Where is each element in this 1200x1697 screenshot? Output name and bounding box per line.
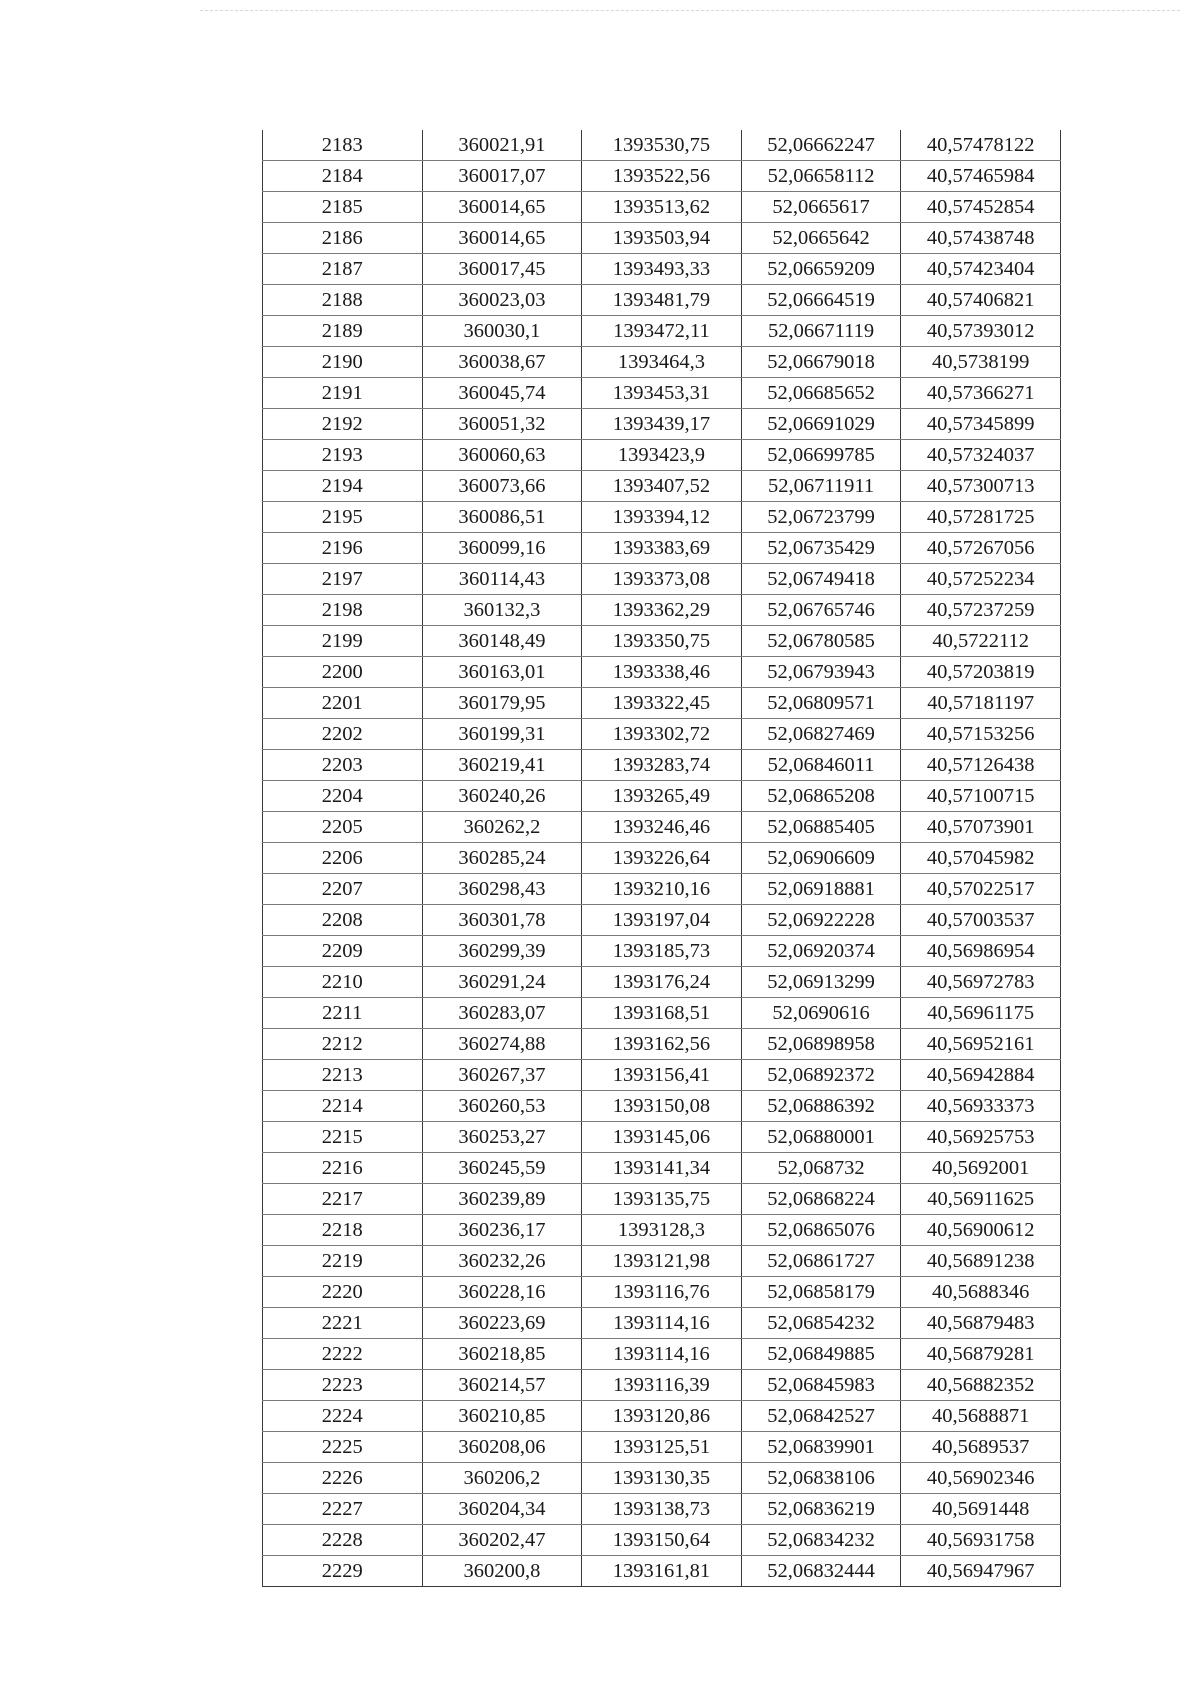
x-coordinate-cell: 360253,27 [422,1122,582,1153]
x-coordinate-cell: 360179,95 [422,688,582,719]
table-row [263,967,1061,998]
longitude-cell: 40,57100715 [901,781,1061,812]
longitude-cell: 40,57126438 [901,750,1061,781]
latitude-cell: 52,06865208 [741,781,901,812]
longitude-cell: 40,57003537 [901,905,1061,936]
y-coordinate-cell: 1393176,24 [582,967,742,998]
latitude-cell: 52,06880001 [741,1122,901,1153]
table-row [263,1339,1061,1370]
point-number-cell: 2193 [263,440,423,471]
y-coordinate-cell: 1393472,11 [582,316,742,347]
x-coordinate-cell: 360267,37 [422,1060,582,1091]
longitude-cell: 40,56947967 [901,1556,1061,1587]
longitude-cell: 40,56879281 [901,1339,1061,1370]
table-row [263,1556,1061,1587]
table-row [263,1122,1061,1153]
longitude-cell: 40,5722112 [901,626,1061,657]
table-row [263,812,1061,843]
x-coordinate-cell: 360260,53 [422,1091,582,1122]
y-coordinate-cell: 1393493,33 [582,254,742,285]
longitude-cell: 40,5688871 [901,1401,1061,1432]
y-coordinate-cell: 1393185,73 [582,936,742,967]
latitude-cell: 52,06832444 [741,1556,901,1587]
x-coordinate-cell: 360017,07 [422,161,582,192]
point-number-cell: 2183 [263,130,423,161]
x-coordinate-cell: 360045,74 [422,378,582,409]
point-number-cell: 2198 [263,595,423,626]
longitude-cell: 40,57237259 [901,595,1061,626]
x-coordinate-cell: 360219,41 [422,750,582,781]
table-row [263,192,1061,223]
y-coordinate-cell: 1393114,16 [582,1339,742,1370]
longitude-cell: 40,56891238 [901,1246,1061,1277]
longitude-cell: 40,57393012 [901,316,1061,347]
x-coordinate-cell: 360051,32 [422,409,582,440]
table-row [263,781,1061,812]
x-coordinate-cell: 360239,89 [422,1184,582,1215]
y-coordinate-cell: 1393522,56 [582,161,742,192]
latitude-cell: 52,06922228 [741,905,901,936]
y-coordinate-cell: 1393121,98 [582,1246,742,1277]
y-coordinate-cell: 1393513,62 [582,192,742,223]
y-coordinate-cell: 1393407,52 [582,471,742,502]
y-coordinate-cell: 1393168,51 [582,998,742,1029]
latitude-cell: 52,06865076 [741,1215,901,1246]
y-coordinate-cell: 1393197,04 [582,905,742,936]
latitude-cell: 52,06898958 [741,1029,901,1060]
point-number-cell: 2224 [263,1401,423,1432]
latitude-cell: 52,06735429 [741,533,901,564]
latitude-cell: 52,06892372 [741,1060,901,1091]
y-coordinate-cell: 1393338,46 [582,657,742,688]
table-row [263,657,1061,688]
coordinates-table [262,130,1061,1587]
x-coordinate-cell: 360283,07 [422,998,582,1029]
table-row [263,936,1061,967]
point-number-cell: 2202 [263,719,423,750]
table-row [263,1184,1061,1215]
point-number-cell: 2194 [263,471,423,502]
longitude-cell: 40,5692001 [901,1153,1061,1184]
table-row [263,1463,1061,1494]
table-row [263,688,1061,719]
y-coordinate-cell: 1393464,3 [582,347,742,378]
latitude-cell: 52,06838106 [741,1463,901,1494]
y-coordinate-cell: 1393481,79 [582,285,742,316]
point-number-cell: 2203 [263,750,423,781]
x-coordinate-cell: 360030,1 [422,316,582,347]
point-number-cell: 2213 [263,1060,423,1091]
longitude-cell: 40,57324037 [901,440,1061,471]
point-number-cell: 2204 [263,781,423,812]
table-row [263,1153,1061,1184]
latitude-cell: 52,06664519 [741,285,901,316]
x-coordinate-cell: 360060,63 [422,440,582,471]
table-row [263,502,1061,533]
longitude-cell: 40,57022517 [901,874,1061,905]
x-coordinate-cell: 360240,26 [422,781,582,812]
y-coordinate-cell: 1393350,75 [582,626,742,657]
y-coordinate-cell: 1393283,74 [582,750,742,781]
table-row [263,719,1061,750]
table-row [263,564,1061,595]
x-coordinate-cell: 360291,24 [422,967,582,998]
y-coordinate-cell: 1393373,08 [582,564,742,595]
x-coordinate-cell: 360086,51 [422,502,582,533]
point-number-cell: 2215 [263,1122,423,1153]
longitude-cell: 40,57073901 [901,812,1061,843]
coordinates-table-body [263,130,1061,1587]
latitude-cell: 52,06868224 [741,1184,901,1215]
latitude-cell: 52,06711911 [741,471,901,502]
point-number-cell: 2209 [263,936,423,967]
y-coordinate-cell: 1393116,39 [582,1370,742,1401]
table-row [263,1091,1061,1122]
y-coordinate-cell: 1393145,06 [582,1122,742,1153]
table-row [263,998,1061,1029]
x-coordinate-cell: 360299,39 [422,936,582,967]
table-row [263,874,1061,905]
y-coordinate-cell: 1393150,64 [582,1525,742,1556]
x-coordinate-cell: 360014,65 [422,192,582,223]
latitude-cell: 52,06913299 [741,967,901,998]
longitude-cell: 40,57452854 [901,192,1061,223]
longitude-cell: 40,57366271 [901,378,1061,409]
latitude-cell: 52,06834232 [741,1525,901,1556]
y-coordinate-cell: 1393322,45 [582,688,742,719]
y-coordinate-cell: 1393141,34 [582,1153,742,1184]
y-coordinate-cell: 1393120,86 [582,1401,742,1432]
point-number-cell: 2208 [263,905,423,936]
point-number-cell: 2218 [263,1215,423,1246]
latitude-cell: 52,06662247 [741,130,901,161]
x-coordinate-cell: 360148,49 [422,626,582,657]
longitude-cell: 40,57267056 [901,533,1061,564]
latitude-cell: 52,06699785 [741,440,901,471]
longitude-cell: 40,57300713 [901,471,1061,502]
table-row [263,595,1061,626]
point-number-cell: 2196 [263,533,423,564]
longitude-cell: 40,57406821 [901,285,1061,316]
y-coordinate-cell: 1393138,73 [582,1494,742,1525]
point-number-cell: 2186 [263,223,423,254]
point-number-cell: 2197 [263,564,423,595]
point-number-cell: 2200 [263,657,423,688]
y-coordinate-cell: 1393162,56 [582,1029,742,1060]
longitude-cell: 40,57252234 [901,564,1061,595]
point-number-cell: 2191 [263,378,423,409]
latitude-cell: 52,0690616 [741,998,901,1029]
x-coordinate-cell: 360199,31 [422,719,582,750]
point-number-cell: 2199 [263,626,423,657]
table-row [263,533,1061,564]
x-coordinate-cell: 360245,59 [422,1153,582,1184]
table-row [263,750,1061,781]
table-row [263,409,1061,440]
table-row [263,1060,1061,1091]
x-coordinate-cell: 360298,43 [422,874,582,905]
latitude-cell: 52,06920374 [741,936,901,967]
point-number-cell: 2228 [263,1525,423,1556]
latitude-cell: 52,06918881 [741,874,901,905]
point-number-cell: 2210 [263,967,423,998]
longitude-cell: 40,57345899 [901,409,1061,440]
latitude-cell: 52,06765746 [741,595,901,626]
table-row [263,471,1061,502]
point-number-cell: 2214 [263,1091,423,1122]
longitude-cell: 40,56972783 [901,967,1061,998]
table-row [263,254,1061,285]
latitude-cell: 52,06749418 [741,564,901,595]
longitude-cell: 40,56931758 [901,1525,1061,1556]
table-row [263,1401,1061,1432]
point-number-cell: 2222 [263,1339,423,1370]
x-coordinate-cell: 360285,24 [422,843,582,874]
x-coordinate-cell: 360021,91 [422,130,582,161]
table-row [263,161,1061,192]
longitude-cell: 40,56933373 [901,1091,1061,1122]
y-coordinate-cell: 1393302,72 [582,719,742,750]
latitude-cell: 52,06659209 [741,254,901,285]
x-coordinate-cell: 360132,3 [422,595,582,626]
longitude-cell: 40,56900612 [901,1215,1061,1246]
longitude-cell: 40,57153256 [901,719,1061,750]
latitude-cell: 52,06671119 [741,316,901,347]
x-coordinate-cell: 360236,17 [422,1215,582,1246]
latitude-cell: 52,06845983 [741,1370,901,1401]
point-number-cell: 2212 [263,1029,423,1060]
x-coordinate-cell: 360218,85 [422,1339,582,1370]
x-coordinate-cell: 360223,69 [422,1308,582,1339]
latitude-cell: 52,06723799 [741,502,901,533]
latitude-cell: 52,06658112 [741,161,901,192]
longitude-cell: 40,56986954 [901,936,1061,967]
x-coordinate-cell: 360073,66 [422,471,582,502]
longitude-cell: 40,56942884 [901,1060,1061,1091]
table-row [263,440,1061,471]
y-coordinate-cell: 1393116,76 [582,1277,742,1308]
table-row [263,1215,1061,1246]
x-coordinate-cell: 360017,45 [422,254,582,285]
x-coordinate-cell: 360208,06 [422,1432,582,1463]
x-coordinate-cell: 360214,57 [422,1370,582,1401]
y-coordinate-cell: 1393383,69 [582,533,742,564]
latitude-cell: 52,0665642 [741,223,901,254]
table-row [263,378,1061,409]
table-row [263,285,1061,316]
y-coordinate-cell: 1393226,64 [582,843,742,874]
y-coordinate-cell: 1393530,75 [582,130,742,161]
y-coordinate-cell: 1393161,81 [582,1556,742,1587]
x-coordinate-cell: 360206,2 [422,1463,582,1494]
x-coordinate-cell: 360014,65 [422,223,582,254]
point-number-cell: 2188 [263,285,423,316]
y-coordinate-cell: 1393135,75 [582,1184,742,1215]
table-row [263,130,1061,161]
x-coordinate-cell: 360038,67 [422,347,582,378]
longitude-cell: 40,57281725 [901,502,1061,533]
x-coordinate-cell: 360023,03 [422,285,582,316]
table-row [263,905,1061,936]
point-number-cell: 2220 [263,1277,423,1308]
latitude-cell: 52,06906609 [741,843,901,874]
table-row [263,1246,1061,1277]
point-number-cell: 2219 [263,1246,423,1277]
table-row [263,223,1061,254]
latitude-cell: 52,06691029 [741,409,901,440]
point-number-cell: 2187 [263,254,423,285]
longitude-cell: 40,57438748 [901,223,1061,254]
y-coordinate-cell: 1393423,9 [582,440,742,471]
point-number-cell: 2216 [263,1153,423,1184]
longitude-cell: 40,5689537 [901,1432,1061,1463]
y-coordinate-cell: 1393394,12 [582,502,742,533]
latitude-cell: 52,06886392 [741,1091,901,1122]
point-number-cell: 2207 [263,874,423,905]
latitude-cell: 52,06793943 [741,657,901,688]
y-coordinate-cell: 1393156,41 [582,1060,742,1091]
point-number-cell: 2211 [263,998,423,1029]
longitude-cell: 40,56879483 [901,1308,1061,1339]
x-coordinate-cell: 360200,8 [422,1556,582,1587]
point-number-cell: 2190 [263,347,423,378]
point-number-cell: 2192 [263,409,423,440]
table-row [263,1029,1061,1060]
longitude-cell: 40,56911625 [901,1184,1061,1215]
latitude-cell: 52,0665617 [741,192,901,223]
table-row [263,1277,1061,1308]
x-coordinate-cell: 360163,01 [422,657,582,688]
latitude-cell: 52,06679018 [741,347,901,378]
y-coordinate-cell: 1393453,31 [582,378,742,409]
point-number-cell: 2225 [263,1432,423,1463]
y-coordinate-cell: 1393128,3 [582,1215,742,1246]
point-number-cell: 2184 [263,161,423,192]
y-coordinate-cell: 1393125,51 [582,1432,742,1463]
longitude-cell: 40,56925753 [901,1122,1061,1153]
y-coordinate-cell: 1393130,35 [582,1463,742,1494]
table-row [263,347,1061,378]
longitude-cell: 40,56952161 [901,1029,1061,1060]
table-row [263,626,1061,657]
latitude-cell: 52,06836219 [741,1494,901,1525]
y-coordinate-cell: 1393150,08 [582,1091,742,1122]
point-number-cell: 2227 [263,1494,423,1525]
latitude-cell: 52,06827469 [741,719,901,750]
latitude-cell: 52,06809571 [741,688,901,719]
point-number-cell: 2217 [263,1184,423,1215]
point-number-cell: 2189 [263,316,423,347]
table-row [263,843,1061,874]
latitude-cell: 52,06839901 [741,1432,901,1463]
longitude-cell: 40,57203819 [901,657,1061,688]
latitude-cell: 52,06854232 [741,1308,901,1339]
table-row [263,1525,1061,1556]
y-coordinate-cell: 1393439,17 [582,409,742,440]
latitude-cell: 52,06842527 [741,1401,901,1432]
longitude-cell: 40,57423404 [901,254,1061,285]
x-coordinate-cell: 360228,16 [422,1277,582,1308]
latitude-cell: 52,06861727 [741,1246,901,1277]
x-coordinate-cell: 360114,43 [422,564,582,595]
point-number-cell: 2185 [263,192,423,223]
y-coordinate-cell: 1393503,94 [582,223,742,254]
point-number-cell: 2201 [263,688,423,719]
x-coordinate-cell: 360210,85 [422,1401,582,1432]
longitude-cell: 40,5691448 [901,1494,1061,1525]
point-number-cell: 2226 [263,1463,423,1494]
table-row [263,316,1061,347]
longitude-cell: 40,57181197 [901,688,1061,719]
point-number-cell: 2223 [263,1370,423,1401]
latitude-cell: 52,06780585 [741,626,901,657]
point-number-cell: 2195 [263,502,423,533]
table-row [263,1494,1061,1525]
y-coordinate-cell: 1393362,29 [582,595,742,626]
longitude-cell: 40,5738199 [901,347,1061,378]
y-coordinate-cell: 1393265,49 [582,781,742,812]
longitude-cell: 40,57045982 [901,843,1061,874]
y-coordinate-cell: 1393210,16 [582,874,742,905]
x-coordinate-cell: 360274,88 [422,1029,582,1060]
table-row [263,1308,1061,1339]
table-row [263,1370,1061,1401]
latitude-cell: 52,06858179 [741,1277,901,1308]
x-coordinate-cell: 360301,78 [422,905,582,936]
latitude-cell: 52,06885405 [741,812,901,843]
latitude-cell: 52,06846011 [741,750,901,781]
longitude-cell: 40,5688346 [901,1277,1061,1308]
latitude-cell: 52,06849885 [741,1339,901,1370]
y-coordinate-cell: 1393246,46 [582,812,742,843]
x-coordinate-cell: 360262,2 [422,812,582,843]
point-number-cell: 2221 [263,1308,423,1339]
longitude-cell: 40,56882352 [901,1370,1061,1401]
longitude-cell: 40,56902346 [901,1463,1061,1494]
x-coordinate-cell: 360202,47 [422,1525,582,1556]
y-coordinate-cell: 1393114,16 [582,1308,742,1339]
scan-edge-line [200,10,1180,11]
longitude-cell: 40,56961175 [901,998,1061,1029]
longitude-cell: 40,57465984 [901,161,1061,192]
table-row [263,1432,1061,1463]
latitude-cell: 52,068732 [741,1153,901,1184]
longitude-cell: 40,57478122 [901,130,1061,161]
latitude-cell: 52,06685652 [741,378,901,409]
x-coordinate-cell: 360232,26 [422,1246,582,1277]
point-number-cell: 2229 [263,1556,423,1587]
point-number-cell: 2206 [263,843,423,874]
x-coordinate-cell: 360204,34 [422,1494,582,1525]
point-number-cell: 2205 [263,812,423,843]
x-coordinate-cell: 360099,16 [422,533,582,564]
